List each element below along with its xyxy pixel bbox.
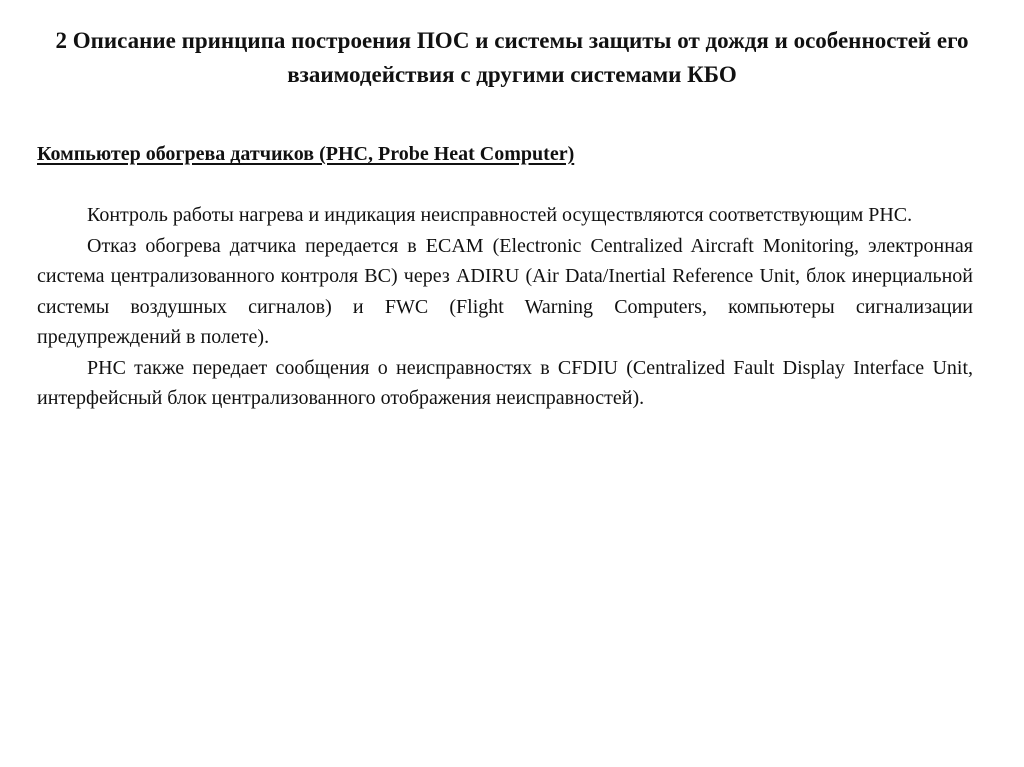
- section-heading: Компьютер обогрева датчиков (PHC, Probe Heat Computer): [37, 143, 575, 165]
- slide-title: 2 Описание принципа построения ПОС и системы защиты от дождя и особенностей его взаимодействия с другими системами КБО: [55, 28, 969, 87]
- body-text: [37, 200, 973, 414]
- paragraph-heating-control: Контроль работы нагрева и индикация неисправностей осуществляются соответствующим PHC.: [87, 204, 913, 226]
- paragraph-fault-messages: PHC также передает сообщения о неисправностях в CFDIU (Centralized Fault Display Interface Unit, интерфейсный блок централизованного отображения неисправностей).: [37, 356, 973, 409]
- paragraph-probe-heat-failure: Отказ обогрева датчика передается в ECAM (Electronic Centralized Aircraft Monitoring, электронная система централизованного контроля ВС) через ADIRU (Air Data/Inertial Reference Unit, блок инерциальной системы воздушных сигналов) и FWC (Flight Warning Computers, компьютеры сигнализации предупреждений в полете).: [37, 234, 973, 348]
